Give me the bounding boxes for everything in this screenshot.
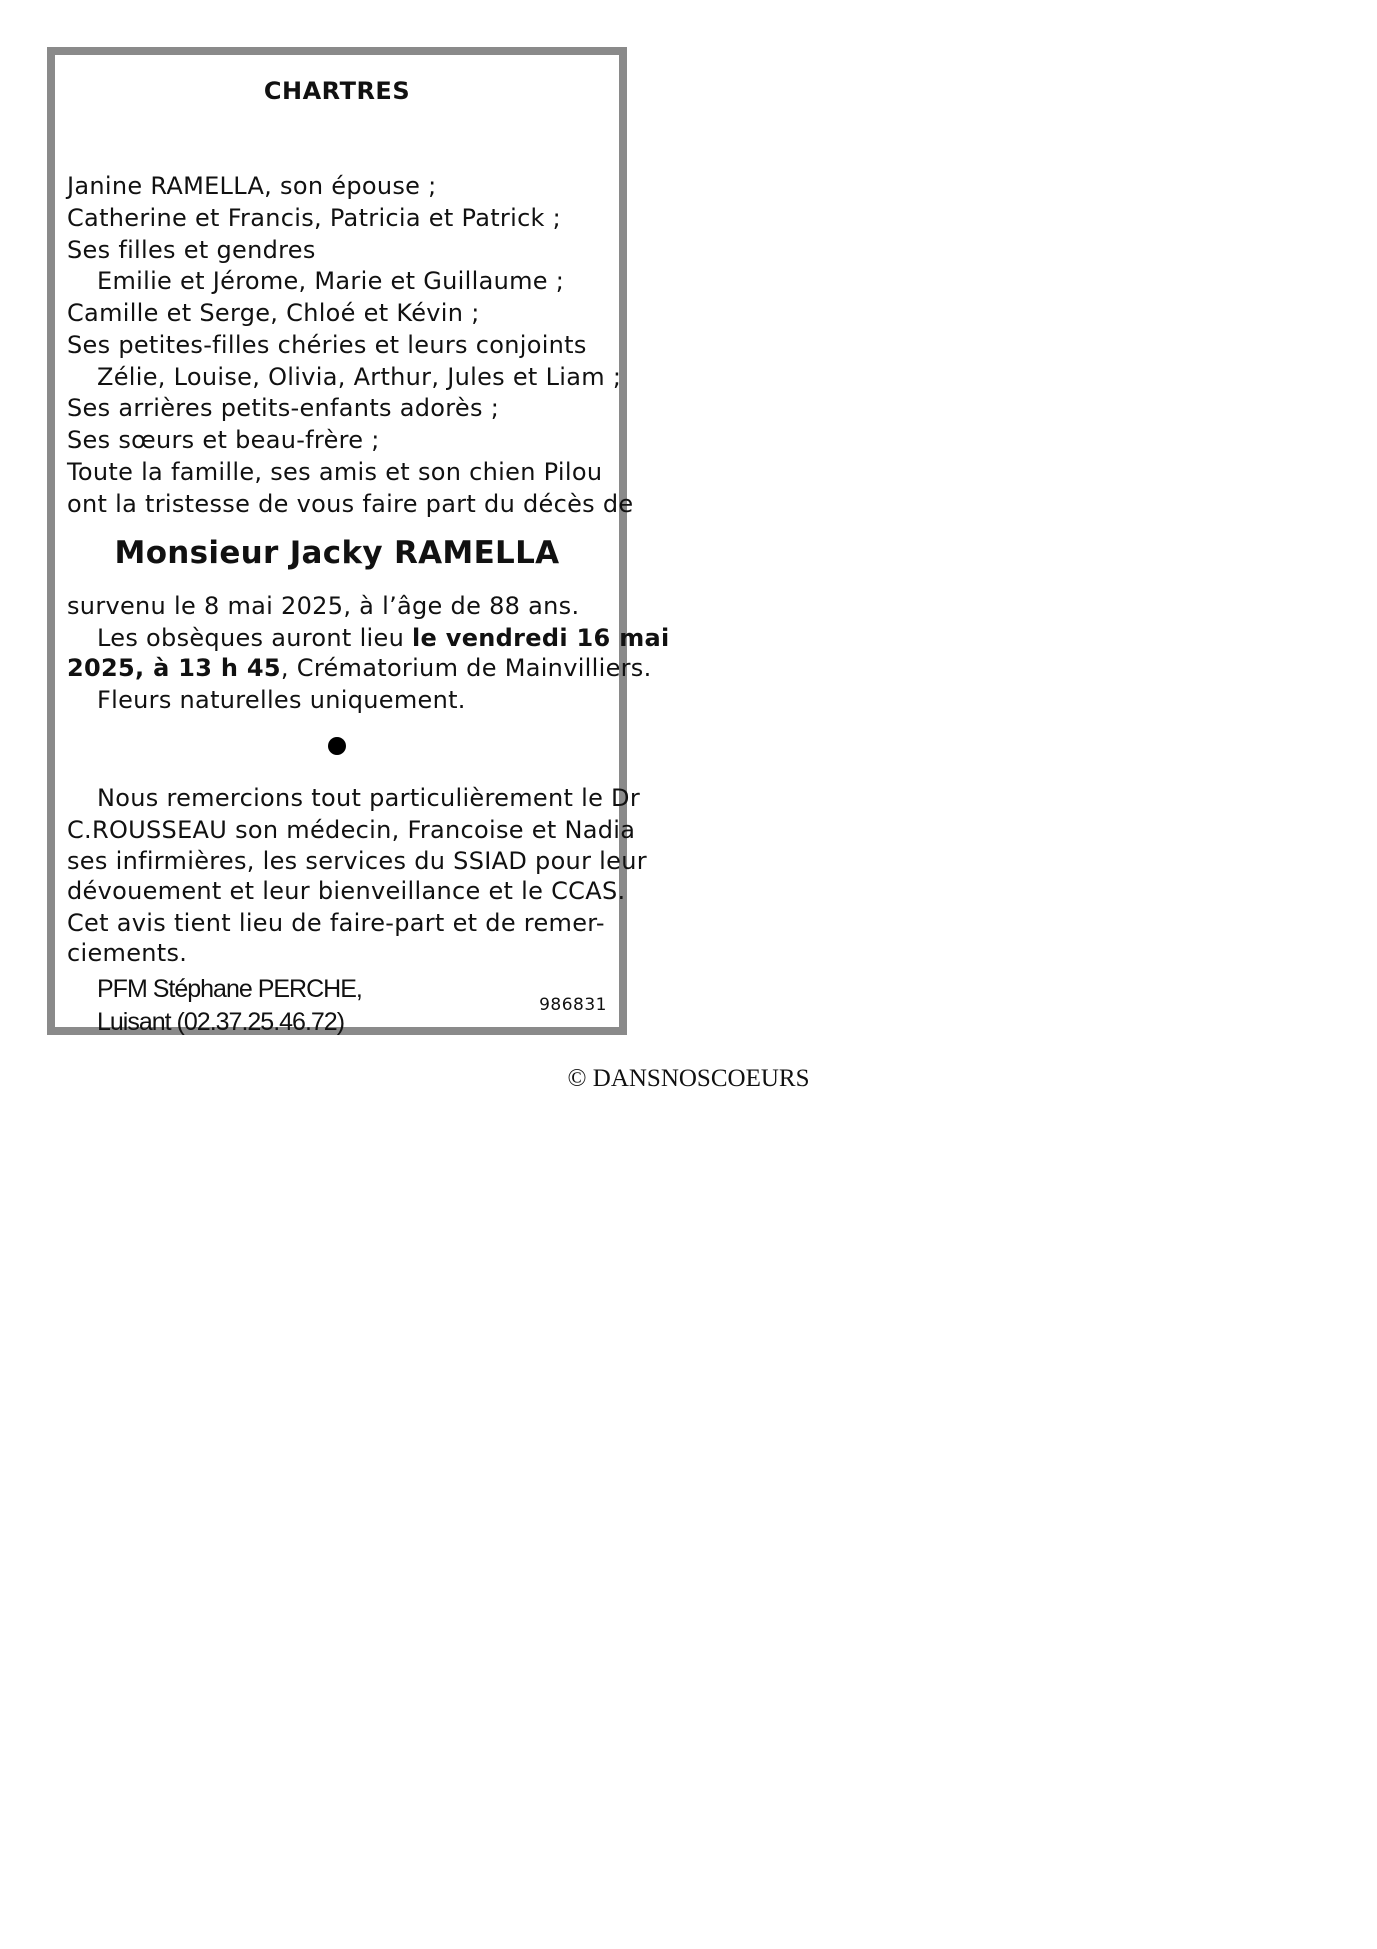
family-line: Camille et Serge, Chloé et Kévin ; bbox=[67, 299, 480, 327]
family-line: Ses arrières petits-enfants adorès ; bbox=[67, 394, 500, 422]
family-line: Ses sœurs et beau-frère ; bbox=[67, 426, 380, 454]
thanks-line: ses infirmières, les services du SSIAD pour leur bbox=[67, 847, 647, 875]
notice-body bbox=[67, 55, 670, 1036]
flowers-note: Fleurs naturelles uniquement. bbox=[97, 686, 466, 714]
family-line: ont la tristesse de vous faire part du décès de bbox=[67, 490, 634, 518]
death-info: survenu le 8 mai 2025, à l’âge de 88 ans. bbox=[67, 592, 580, 620]
thanks-line: C.ROUSSEAU son médecin, Francoise et Nadia bbox=[67, 816, 636, 844]
city-heading: CHARTRES bbox=[263, 77, 411, 105]
family-line: Ses filles et gendres bbox=[67, 236, 316, 264]
family-line: Toute la famille, ses amis et son chien Pilou bbox=[67, 458, 603, 486]
deceased-name: Monsieur Jacky RAMELLA bbox=[114, 535, 560, 571]
family-line: Ses petites-filles chéries et leurs conjoints bbox=[67, 331, 587, 359]
family-line: Catherine et Francis, Patricia et Patrick ; bbox=[67, 204, 562, 232]
funeral-home-location: Luisant (02.37.25.46.72) bbox=[97, 1008, 345, 1036]
thanks-line: dévouement et leur bienveillance et le CCAS. bbox=[67, 877, 626, 905]
family-line: Emilie et Jérome, Marie et Guillaume ; bbox=[97, 267, 565, 295]
funeral-date: le vendredi 16 mai bbox=[412, 624, 670, 652]
separator-bullet bbox=[328, 737, 346, 755]
funeral-place: , Crématorium de Mainvilliers. bbox=[280, 654, 652, 682]
thanks-line: Nous remercions tout particulièrement le Dr bbox=[97, 784, 641, 812]
funeral-info-line-1 bbox=[97, 623, 670, 653]
thanks-line: Cet avis tient lieu de faire-part et de remer- bbox=[67, 909, 605, 937]
thanks-line: ciements. bbox=[67, 939, 188, 967]
reference-number: 986831 bbox=[539, 995, 607, 1015]
family-line: Zélie, Louise, Olivia, Arthur, Jules et Liam ; bbox=[97, 363, 622, 391]
funeral-time: 2025, à 13 h 45 bbox=[67, 654, 281, 682]
copyright-notice: © DANSNOSCOEURS bbox=[567, 1065, 810, 1092]
funeral-prefix: Les obsèques auront lieu bbox=[97, 624, 413, 652]
funeral-home-name: PFM Stéphane PERCHE, bbox=[97, 975, 362, 1003]
obituary-notice bbox=[47, 47, 670, 1036]
family-line: Janine RAMELLA, son épouse ; bbox=[67, 172, 437, 200]
funeral-info-line-2 bbox=[67, 653, 652, 683]
